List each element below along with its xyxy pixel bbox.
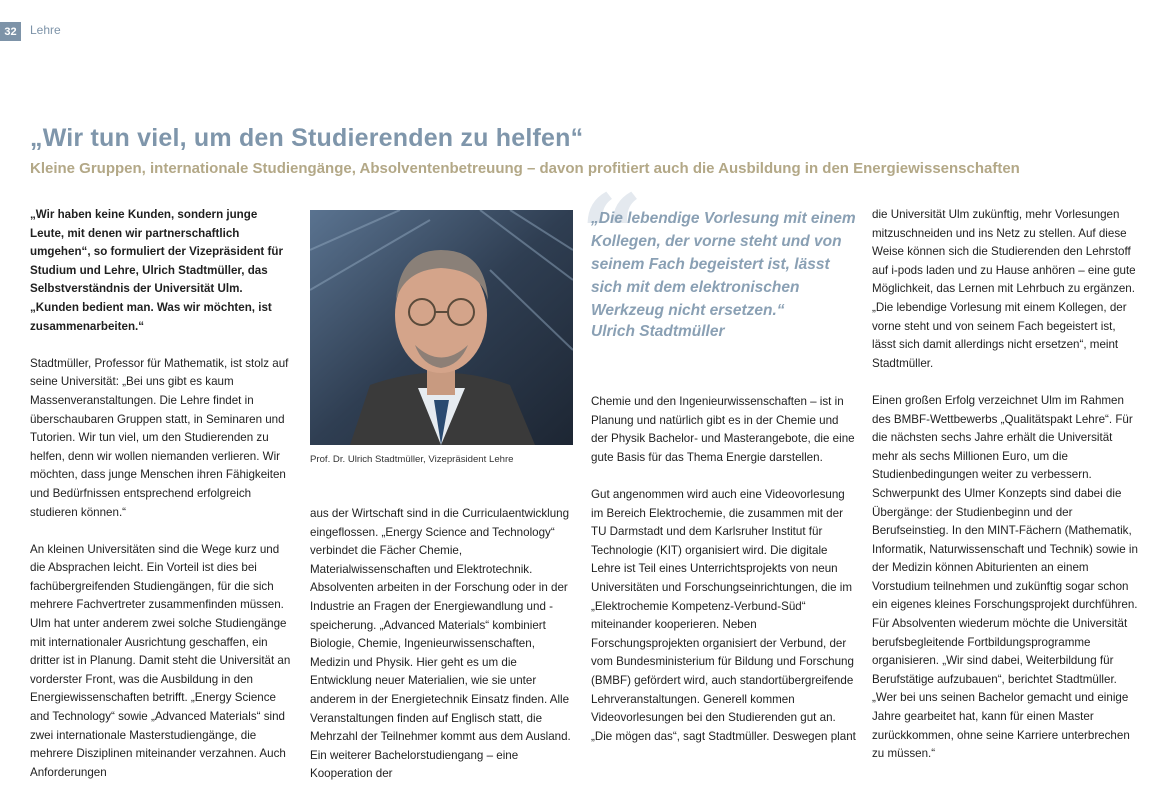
page-number-badge: 32 [0,22,21,41]
quote-mark-icon: “ [580,170,644,299]
text-column-2 [310,505,572,784]
body-paragraph: Chemie und den Ingenieurwissenschaften – ist in Planung und natürlich gibt es in der Chemie und der Physik Bachelor- und Masterangebote, die eine gute Basis für das Thema Energie darstellen. [591,395,855,464]
section-label: Lehre [30,23,61,37]
article-headline: „Wir tun viel, um den Studierenden zu helfen“ [30,124,584,152]
portrait-photo [310,210,573,445]
lead-paragraph: „Wir haben keine Kunden, sondern junge Leute, mit denen wir partnerschaftlich umgehen“, so formuliert der Vizepräsident für Studium und Lehre, Ulrich Stadtmüller, das Selbstverständnis der Universität Ulm. „Kunden bedient man. Was wir möchten, ist zusammenarbeiten.“ [30,208,283,333]
text-column-3 [591,393,856,746]
body-paragraph: aus der Wirtschaft sind in die Curriculaentwicklung eingeflossen. „Energy Science and Technology“ verbindet die Fächer Chemie, Materialwissenschaften und Elektrotechnik. Absolventen arbeiten in der Forschung oder in der Industrie an Fragen der Energiewandlung und -speicherung. „Advanced Materials“ kombiniert Biologie, Chemie, Ingenieurwissenschaften, Medizin und Physik. Hier geht es um die Entwicklung neuer Materialien, wie sie unter anderem in der Energietechnik Einsatz finden. Alle Veranstaltungen finden auf Englisch statt, die Mehrzahl der Teilnehmer kommt aus dem Ausland. Ein weiterer Bachelorstudiengang – eine Kooperation der [310,507,571,781]
photo-caption: Prof. Dr. Ulrich Stadtmüller, Vizepräsident Lehre [310,454,514,465]
body-paragraph: die Universität Ulm zukünftig, mehr Vorlesungen mitzuschneiden und ins Netz zu stellen. Auf diese Weise können sich die Studierenden den Lehrstoff auf i-pods laden und zu Hause anhören – eine gute Möglichkeit, das Lernen mit Lehrbuch zu ergänzen. „Die lebendige Vorlesung mit einem Kollegen, der vorne steht und von seinem Fach begeistert ist, lässt sich damit allerdings nicht ersetzen“, meint Stadtmüller. [872,208,1136,370]
pullquote-text: „Die lebendige Vorlesung mit einem Kollegen, der vorne steht und von seinem Fach begeistert ist, lässt sich mit dem elektronischen Werkzeug nicht ersetzen.“ [591,210,856,319]
body-paragraph: Stadtmüller, Professor für Mathematik, ist stolz auf seine Universität: „Bei uns gibt es kaum Massenveranstaltungen. Die Lehre findet in überschaubaren Gruppen statt, in Seminaren und Tutorien. Wir tun viel, um den Studierenden zu helfen, denn wir wollen niemanden verlieren. Wir möchten, dass junge Menschen ihren Fähigkeiten und Bedürfnissen entsprechend erfolgreich studieren können.“ [30,356,289,519]
pullquote-author: Ulrich Stadtmüller [591,323,725,340]
body-paragraph: Gut angenommen wird auch eine Videovorlesung im Bereich Elektrochemie, die zusammen mit der TU Darmstadt und dem Karlsruher Institut für Technologie (KIT) organisiert wird. Die digitale Lehre ist Teil eines Unterrichtsprojekts von neun Universitäten und Forschungseinrichtungen, die im „Elektrochemie Kompetenz-Verbund-Süd“ miteinander kooperieren. Neben Forschungsprojekten organisiert der Verbund, der vom Bundesministerium für Bildung und Forschung (BMBF) gefördert wird, auch standortübergreifende Lehrveranstaltungen. Generell kommen Videovorlesungen bei den Studierenden gut an. „Die mögen das“, sagt Stadtmüller. Deswegen plant [591,487,856,743]
text-column-1 [30,206,292,782]
body-paragraph: An kleinen Universitäten sind die Wege kurz und die Absprachen leicht. Ein Vorteil ist dies bei fachübergreifenden Studiengängen, für die sich mehrere Fachvertreter zusammenfinden müssen. Ulm hat unter anderem zwei solche Studiengänge mit internationaler Ausrichtung geschaffen, ein dritter ist in Planung. Damit steht die Universität an vorderster Front, was die Ausbildung in den Energiewissenschaften betrifft. „Energy Science and Technology“ sowie „Advanced Materials“ sind zwei internationale Masterstudiengänge, die mehrere Disziplinen miteinander verzahnen. Auch Anforderungen [30,542,291,779]
text-column-4 [872,206,1138,764]
body-paragraph: Einen großen Erfolg verzeichnet Ulm im Rahmen des BMBF-Wettbewerbs „Qualitätspakt Lehre“. Für die nächsten sechs Jahre erhält die Universität mehr als sechs Millionen Euro, um die Studienbedingungen weiter zu verbessern. Schwerpunkt des Ulmer Konzepts sind dabei die Übergänge: der Studienbeginn und der Berufseinstieg. In den MINT-Fächern (Mathematik, Informatik, Naturwissenschaft und Technik) sowie in der Medizin können Abiturienten an einem Vorstudium teilnehmen und zukünftig sogar schon ein eigenes kleines Forschungsprojekt durchführen. Für Absolventen wiederum möchte die Universität berufsbegleitende Fortbildungsprogramme organisieren. „Wir sind dabei, Weiterbildung für Berufstätige aufzubauen“, berichtet Stadtmüller. „Wer bei uns seinen Bachelor gemacht und einige Jahre gearbeitet hat, kann für einen Master zurückkommen, ohne seine Karriere unterbrechen zu müssen.“ [872,393,1138,761]
article-subheadline: Kleine Gruppen, internationale Studiengänge, Absolventenbetreuung – davon profitiert auch die Ausbildung in den Energiewissenschaften [30,160,1020,177]
